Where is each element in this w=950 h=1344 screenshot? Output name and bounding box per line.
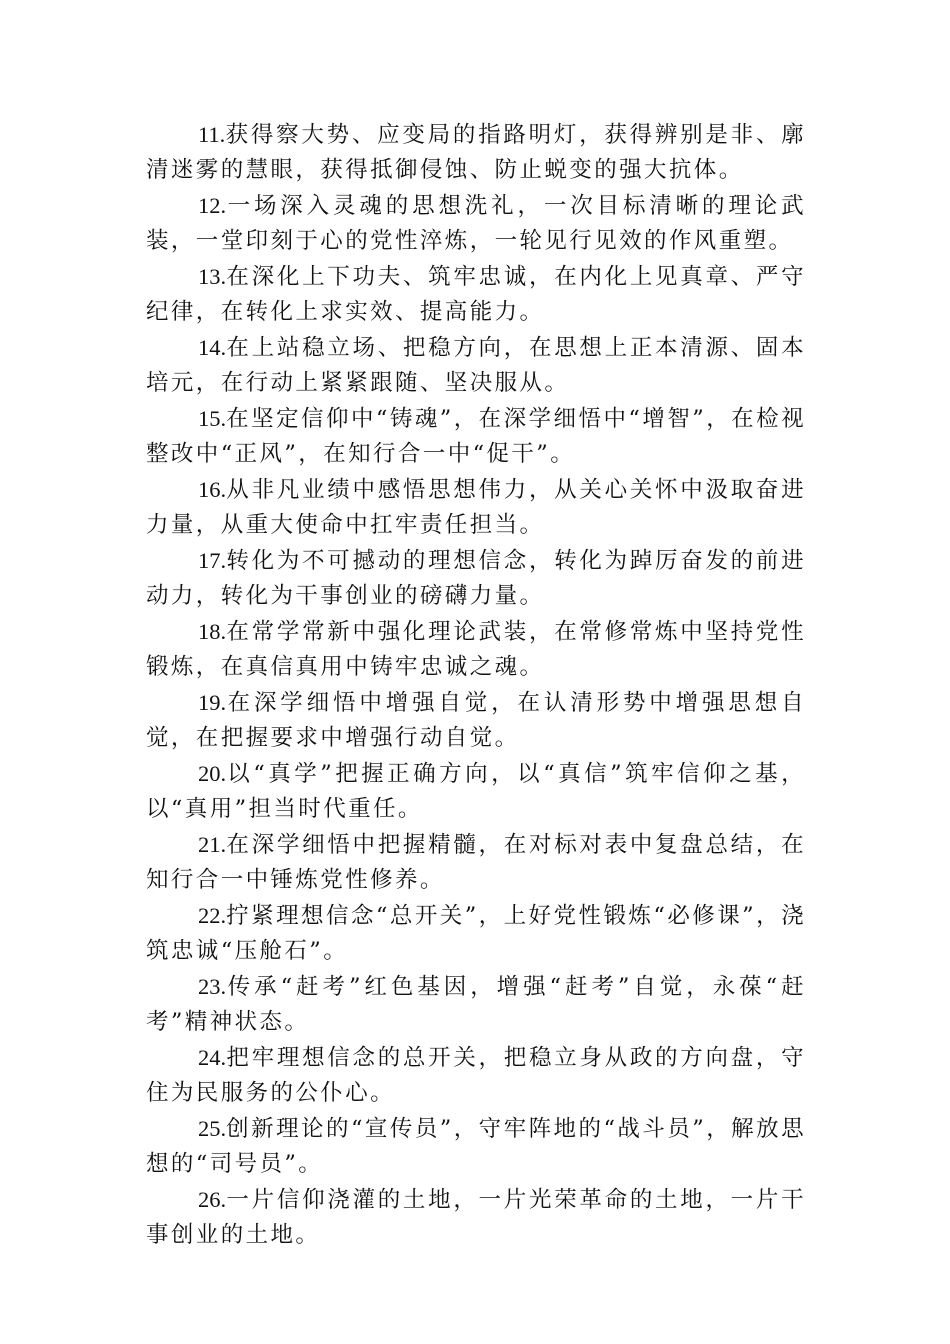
- list-item: [146, 259, 806, 330]
- item-number: 13.: [198, 264, 227, 289]
- item-text: 创新理论的“宣传员”，守牢阵地的“战斗员”，解放思想的“司号员”。: [146, 1116, 806, 1177]
- item-number: 17.: [198, 548, 227, 573]
- item-text: 以“真学”把握正确方向，以“真信”筑牢信仰之基，以“真用”担当时代重任。: [146, 761, 806, 822]
- item-number: 12.: [198, 193, 227, 218]
- item-number: 15.: [198, 406, 227, 431]
- list-item: [146, 330, 806, 401]
- item-number: 25.: [198, 1116, 227, 1141]
- item-text: 转化为不可撼动的理想信念，转化为踔厉奋发的前进动力，转化为干事创业的磅礴力量。: [146, 548, 806, 609]
- list-item: [146, 1111, 806, 1182]
- item-text: 一场深入灵魂的思想洗礼，一次目标清晰的理论武装，一堂印刻于心的党性淬炼，一轮见行见效的作风重塑。: [146, 193, 806, 254]
- item-number: 24.: [198, 1045, 227, 1070]
- item-text: 在常学常新中强化理论武装，在常修常炼中坚持党性锻炼，在真信真用中铸牢忠诚之魂。: [146, 619, 806, 680]
- item-text: 拧紧理想信念“总开关”，上好党性锻炼“必修课”，浇筑忠诚“压舱石”。: [146, 903, 806, 964]
- item-number: 22.: [198, 903, 227, 928]
- list-item: [146, 188, 806, 259]
- list-item: [146, 401, 806, 472]
- list-item: [146, 756, 806, 827]
- item-text: 传承“赶考”红色基因，增强“赶考”自觉，永葆“赶考”精神状态。: [146, 974, 806, 1035]
- list-item: [146, 685, 806, 756]
- item-text: 在深学细悟中把握精髓，在对标对表中复盘总结，在知行合一中锤炼党性修养。: [146, 832, 806, 893]
- item-number: 26.: [198, 1187, 227, 1212]
- item-number: 21.: [198, 832, 227, 857]
- item-text: 在深学细悟中增强自觉，在认清形势中增强思想自觉，在把握要求中增强行动自觉。: [146, 690, 806, 751]
- item-number: 14.: [198, 335, 227, 360]
- item-number: 18.: [198, 619, 227, 644]
- item-number: 11.: [198, 122, 226, 147]
- item-number: 20.: [198, 761, 227, 786]
- list-item: [146, 969, 806, 1040]
- list-item: [146, 1182, 806, 1253]
- list-item: [146, 827, 806, 898]
- item-text: 从非凡业绩中感悟思想伟力，从关心关怀中汲取奋进力量，从重大使命中扛牢责任担当。: [146, 477, 806, 538]
- item-number: 19.: [198, 690, 227, 715]
- item-text: 把牢理想信念的总开关，把稳立身从政的方向盘，守住为民服务的公仆心。: [146, 1045, 806, 1106]
- item-text: 获得察大势、应变局的指路明灯，获得辨别是非、廓清迷雾的慧眼，获得抵御侵蚀、防止蜕变的强大抗体。: [146, 122, 806, 183]
- item-text: 一片信仰浇灌的土地，一片光荣革命的土地，一片干事创业的土地。: [146, 1187, 806, 1248]
- list-item: [146, 117, 806, 188]
- list-item: [146, 543, 806, 614]
- document-body: [146, 117, 806, 1253]
- item-text: 在上站稳立场、把稳方向，在思想上正本清源、固本培元，在行动上紧紧跟随、坚决服从。: [146, 335, 806, 396]
- list-item: [146, 1040, 806, 1111]
- list-item: [146, 472, 806, 543]
- list-item: [146, 614, 806, 685]
- item-number: 23.: [198, 974, 227, 999]
- list-item: [146, 898, 806, 969]
- item-text: 在坚定信仰中“铸魂”，在深学细悟中“增智”，在检视整改中“正风”，在知行合一中“促干”。: [146, 406, 806, 467]
- item-number: 16.: [198, 477, 227, 502]
- item-text: 在深化上下功夫、筑牢忠诚，在内化上见真章、严守纪律，在转化上求实效、提高能力。: [146, 264, 806, 325]
